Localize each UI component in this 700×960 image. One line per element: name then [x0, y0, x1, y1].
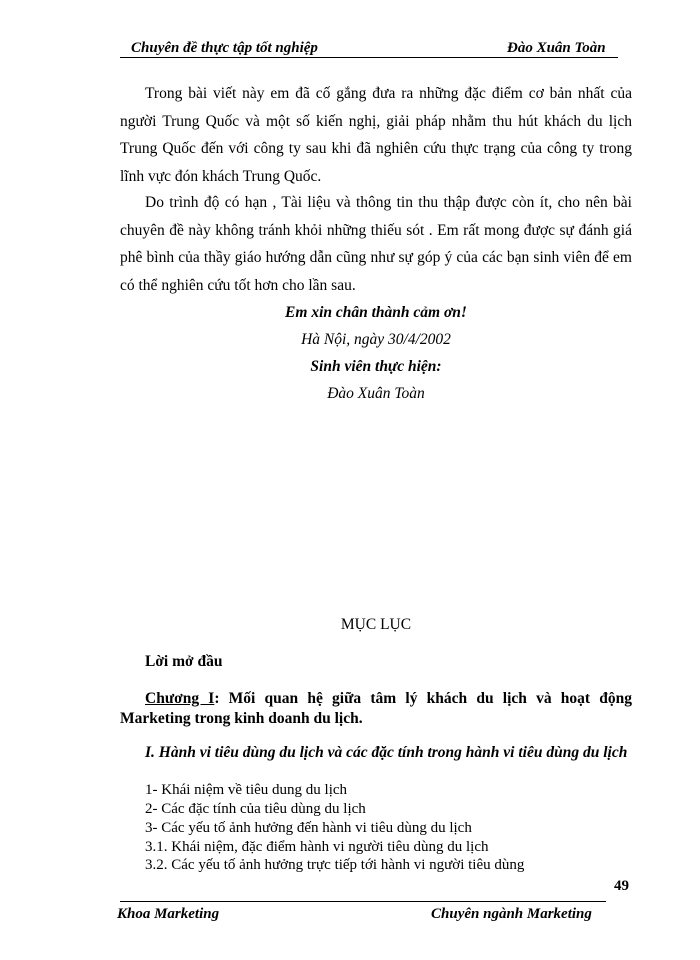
header-right-author: Đào Xuân Toàn — [507, 40, 606, 56]
thanks-line: Em xin chân thành cảm ơn! — [285, 304, 467, 321]
signer-name: Đào Xuân Toàn — [327, 385, 425, 402]
toc-item-4: 3.1. Khái niệm, đặc điểm hành vi người tiêu dùng du lịch — [145, 839, 489, 855]
toc-chapter-prefix: Chương I — [145, 690, 215, 707]
header-left-title: Chuyên đề thực tập tốt nghiệp — [131, 40, 318, 56]
signer-label: Sinh viên thực hiện: — [310, 358, 442, 375]
toc-chapter-1 — [120, 689, 632, 729]
toc-section-1: I. Hành vi tiêu dùng du lịch và các đặc tính trong hành vi tiêu dùng du lịch — [145, 744, 628, 761]
toc-item-1: 1- Khái niệm về tiêu dung du lịch — [145, 782, 348, 798]
toc-chapter-title: : Mối quan hệ giữa tâm lý khách du lịch và hoạt động Marketing trong kinh doanh du lịch. — [120, 690, 632, 727]
body-paragraph-1: Trong bài viết này em đã cố gắng đưa ra những đặc điểm cơ bản nhất của người Trung Quốc và một số kiến nghị, giải pháp nhằm thu hút khách du lịch Trung Quốc đến với công ty sau khi đã nghiên cứu thực trạng của công ty trong lĩnh vực đón khách Trung Quốc. — [120, 85, 632, 185]
toc-item-2: 2- Các đặc tính của tiêu dùng du lịch — [145, 801, 366, 817]
header-divider — [120, 57, 618, 58]
footer-left-department: Khoa Marketing — [117, 906, 220, 922]
page-number: 49 — [614, 878, 629, 894]
body-paragraph-2: Do trình độ có hạn , Tài liệu và thông tin thu thập được còn ít, cho nên bài chuyên đề này không tránh khỏi những thiếu sót . Em rất mong được sự đánh giá phê bình của thầy giáo hướng dẫn cũng như sự góp ý của các bạn sinh viên để em có thể nghiên cứu tốt hơn cho lần sau. — [120, 194, 632, 294]
footer-right-major: Chuyên ngành Marketing — [431, 906, 592, 922]
footer-divider — [120, 901, 606, 902]
toc-title: MỤC LỤC — [340, 616, 412, 633]
toc-item-3: 3- Các yếu tố ảnh hưởng đến hành vi tiêu dùng du lịch — [145, 820, 472, 836]
toc-item-5: 3.2. Các yếu tố ảnh hưởng trực tiếp tới hành vi người tiêu dùng — [145, 857, 525, 873]
toc-intro: Lời mở đầu — [145, 653, 223, 670]
date-line: Hà Nội, ngày 30/4/2002 — [301, 331, 451, 348]
